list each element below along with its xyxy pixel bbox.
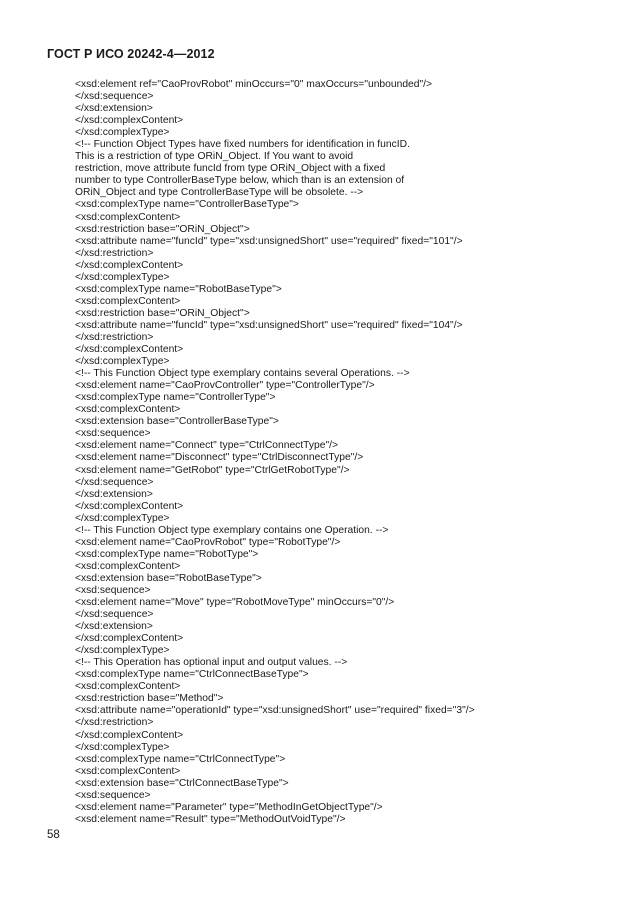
code-line: <xsd:complexType name="CtrlConnectBaseType"> (75, 669, 309, 681)
code-line: <xsd:element name="Result" type="MethodOutVoidType"/> (75, 813, 346, 825)
code-line: <xsd:extension base="RobotBaseType"> (75, 572, 262, 584)
code-line: <xsd:complexContent> (75, 560, 181, 572)
code-line: </xsd:complexType> (75, 271, 170, 283)
code-line: <xsd:extension base="CtrlConnectBaseType"> (75, 777, 289, 789)
code-line: <xsd:element ref="CaoProvRobot" minOccurs="0" maxOccurs="unbounded"/> (75, 79, 433, 90)
code-line: </xsd:complexType> (75, 356, 170, 368)
code-line: <xsd:complexContent> (75, 295, 181, 307)
xml-schema-listing (75, 79, 595, 826)
code-line: </xsd:complexContent> (75, 500, 184, 512)
code-line: <xsd:complexType name="ControllerBaseType"> (75, 199, 299, 211)
code-line: <xsd:attribute name="operationId" type="xsd:unsignedShort" use="required" fixed="3"/> (75, 705, 475, 717)
code-line: <xsd:element name="Parameter" type="MethodInGetObjectType"/> (75, 801, 383, 813)
document-header: ГОСТ Р ИСО 20242-4—2012 (47, 47, 215, 61)
code-line: </xsd:complexContent> (75, 259, 184, 271)
code-line: <xsd:restriction base="ORiN_Object"> (75, 307, 250, 319)
code-line: <xsd:element name="GetRobot" type="CtrlGetRobotType"/> (75, 464, 350, 476)
code-line: <xsd:complexType name="CtrlConnectType"> (75, 753, 286, 765)
code-line: <xsd:restriction base="ORiN_Object"> (75, 223, 250, 235)
code-line: </xsd:extension> (75, 103, 153, 115)
code-line: This is a restriction of type ORiN_Object. If You want to avoid (75, 151, 354, 163)
code-line: ORiN_Object and type ControllerBaseType will be obsolete. --> (75, 187, 364, 199)
code-line: <xsd:element name="Disconnect" type="CtrlDisconnectType"/> (75, 452, 364, 464)
code-line: </xsd:complexContent> (75, 344, 184, 356)
code-line: <xsd:complexContent> (75, 765, 181, 777)
code-line: restriction, move attribute funcId from type ORiN_Object with a fixed (75, 163, 386, 175)
code-line: <xsd:element name="CaoProvRobot" type="RobotType"/> (75, 536, 341, 548)
code-line: <xsd:complexType name="RobotBaseType"> (75, 283, 282, 295)
code-line: <xsd:attribute name="funcId" type="xsd:unsignedShort" use="required" fixed="101"/> (75, 235, 463, 247)
code-line: </xsd:complexType> (75, 127, 170, 139)
code-line: </xsd:sequence> (75, 91, 154, 103)
code-line: <xsd:sequence> (75, 428, 151, 440)
code-line: </xsd:complexContent> (75, 633, 184, 645)
code-line: <xsd:sequence> (75, 584, 151, 596)
code-line: </xsd:sequence> (75, 476, 154, 488)
code-line: </xsd:complexContent> (75, 115, 184, 127)
code-line: <xsd:complexContent> (75, 211, 181, 223)
code-line: </xsd:restriction> (75, 247, 154, 259)
code-line: </xsd:restriction> (75, 331, 154, 343)
code-line: </xsd:complexType> (75, 645, 170, 657)
code-line: </xsd:extension> (75, 621, 153, 633)
code-line: <xsd:complexType name="ControllerType"> (75, 392, 276, 404)
code-line: <!-- This Operation has optional input and output values. --> (75, 657, 348, 669)
code-line: </xsd:complexType> (75, 741, 170, 753)
code-line: <xsd:element name="Connect" type="CtrlConnectType"/> (75, 440, 339, 452)
code-line: </xsd:complexContent> (75, 729, 184, 741)
code-line: <xsd:extension base="ControllerBaseType"> (75, 416, 279, 428)
code-line: </xsd:sequence> (75, 609, 154, 621)
code-line: </xsd:extension> (75, 488, 153, 500)
code-line: <xsd:element name="CaoProvController" type="ControllerType"/> (75, 380, 375, 392)
code-line: <xsd:complexContent> (75, 404, 181, 416)
code-line: <xsd:element name="Move" type="RobotMoveType" minOccurs="0"/> (75, 597, 395, 609)
code-line: number to type ControllerBaseType below, which than is an extension of (75, 175, 405, 187)
page-number: 58 (47, 829, 60, 841)
code-line: <xsd:sequence> (75, 789, 151, 801)
code-line: <xsd:complexType name="RobotType"> (75, 548, 259, 560)
code-line: </xsd:restriction> (75, 717, 154, 729)
code-line: <!-- Function Object Types have fixed numbers for identification in funcID. (75, 139, 410, 151)
code-line: <!-- This Function Object type exemplary contains one Operation. --> (75, 524, 389, 536)
code-line: </xsd:complexType> (75, 512, 170, 524)
code-line: <!-- This Function Object type exemplary contains several Operations. --> (75, 368, 410, 380)
code-line: <xsd:attribute name="funcId" type="xsd:unsignedShort" use="required" fixed="104"/> (75, 319, 463, 331)
code-line: <xsd:restriction base="Method"> (75, 693, 224, 705)
code-line: <xsd:complexContent> (75, 681, 181, 693)
